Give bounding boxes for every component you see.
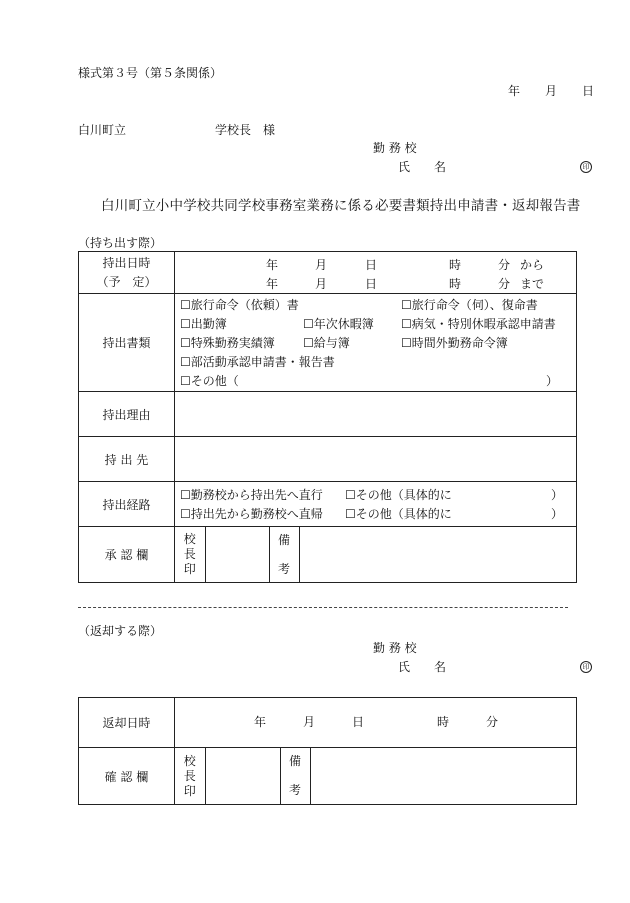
takeout-end-hour: 時 (449, 277, 462, 291)
route-checkbox-direct-to-destination[interactable]: ☐勤務校から持出先へ直行 (180, 488, 323, 502)
confirm-row (79, 748, 577, 805)
documents-row (79, 294, 577, 392)
takeout-start-day: 日 (365, 258, 378, 272)
takeout-start-month: 月 (315, 258, 328, 272)
addressee-principal: 学校長 様 (215, 123, 276, 137)
doc-checkbox-attendance-book[interactable]: ☐出勤簿 (180, 317, 227, 331)
approval-remarks-field[interactable] (299, 527, 576, 582)
doc-checkbox-travel-order-request[interactable]: ☐旅行命令（依頼）書 (180, 298, 299, 312)
return-school-label: 勤 務 校 (373, 641, 417, 655)
documents-cell (175, 294, 577, 392)
reason-field[interactable] (175, 392, 577, 437)
approval-remarks-label: 備 考 (269, 527, 299, 582)
approval-label: 承 認 欄 (79, 527, 175, 583)
approval-principal-seal-label: 校 長 印 (175, 527, 205, 582)
takeout-end-month: 月 (315, 277, 328, 291)
approval-principal-seal-box[interactable] (205, 527, 269, 582)
doc-other-close-paren: ） (546, 374, 559, 388)
confirm-remarks-field[interactable] (310, 748, 576, 804)
return-seal-icon: 印 (580, 661, 592, 673)
return-table (78, 697, 577, 805)
doc-checkbox-payroll[interactable]: ☐給与簿 (303, 336, 350, 350)
date-day-label: 日 (582, 84, 595, 98)
destination-row (79, 437, 577, 482)
takeout-datetime-cell[interactable] (175, 252, 577, 294)
takeout-end-minute: 分 (498, 277, 511, 291)
addressee-town: 白川町立 (78, 123, 127, 137)
form-number: 様式第３号（第５条関係） (78, 66, 223, 80)
confirm-subtable (175, 748, 576, 804)
return-datetime-label: 返却日時 (79, 698, 175, 748)
takeout-table (78, 251, 577, 583)
takeout-start-suffix: から (520, 258, 545, 272)
confirm-principal-seal-box[interactable] (205, 748, 280, 804)
route-other-2-close: ） (551, 507, 564, 521)
return-datetime-row (79, 698, 577, 748)
doc-checkbox-special-duty[interactable]: ☐特殊勤務実績簿 (180, 336, 275, 350)
route-other-1-close: ） (551, 488, 564, 502)
date-year-label: 年 (508, 84, 521, 98)
doc-checkbox-sick-special-leave[interactable]: ☐病気・特別休暇承認申請書 (401, 317, 556, 331)
reason-row (79, 392, 577, 437)
documents-label: 持出書類 (79, 294, 175, 392)
destination-field[interactable] (175, 437, 577, 482)
confirm-remarks-label: 備 考 (280, 748, 310, 804)
confirm-label: 確 認 欄 (79, 748, 175, 805)
approval-subtable (175, 527, 576, 582)
return-name-label: 氏 名 (398, 660, 447, 674)
route-row (79, 482, 577, 527)
seal-icon: 印 (580, 161, 592, 173)
return-datetime-cell[interactable] (175, 698, 577, 748)
route-checkbox-other-1[interactable]: ☐その他（具体的に (345, 488, 452, 502)
section-return-heading: （返却する際） (78, 624, 163, 638)
doc-checkbox-overtime-order[interactable]: ☐時間外勤務命令簿 (401, 336, 508, 350)
section-out-heading: （持ち出す際） (78, 236, 163, 250)
doc-checkbox-other[interactable]: ☐その他（ (180, 374, 239, 388)
takeout-datetime-label: 持出日時 (102, 255, 151, 270)
route-label: 持出経路 (79, 482, 175, 527)
takeout-end-suffix: まで (520, 277, 545, 291)
approval-row (79, 527, 577, 583)
takeout-end-day: 日 (365, 277, 378, 291)
takeout-datetime-row (79, 252, 577, 294)
takeout-start-hour: 時 (449, 258, 462, 272)
confirm-cell (175, 748, 577, 805)
name-label: 氏 名 (398, 160, 447, 174)
return-minute: 分 (486, 715, 499, 729)
document-title: 白川町立小中学校共同学校事務室業務に係る必要書類持出申請書・返却報告書 (101, 198, 581, 214)
return-year: 年 (254, 715, 267, 729)
takeout-start-minute: 分 (498, 258, 511, 272)
takeout-end-year: 年 (266, 277, 279, 291)
school-label: 勤 務 校 (373, 141, 417, 155)
approval-cell (175, 527, 577, 583)
reason-label: 持出理由 (79, 392, 175, 437)
takeout-datetime-label-cell (79, 252, 175, 294)
route-cell (175, 482, 577, 527)
takeout-start-year: 年 (266, 258, 279, 272)
route-checkbox-direct-return[interactable]: ☐持出先から勤務校へ直帰 (180, 507, 323, 521)
takeout-datetime-sublabel: （予 定） (96, 274, 157, 289)
date-month-label: 月 (545, 84, 558, 98)
cut-line (78, 607, 568, 608)
doc-checkbox-annual-leave[interactable]: ☐年次休暇簿 (303, 317, 374, 331)
doc-checkbox-club-activity[interactable]: ☐部活動承認申請書・報告書 (180, 355, 335, 369)
return-day: 日 (352, 715, 365, 729)
return-hour: 時 (437, 715, 450, 729)
destination-label: 持 出 先 (79, 437, 175, 482)
confirm-principal-seal-label: 校 長 印 (175, 748, 205, 804)
return-month: 月 (303, 715, 316, 729)
doc-checkbox-travel-order-report[interactable]: ☐旅行命令（伺）、復命書 (401, 298, 538, 312)
route-checkbox-other-2[interactable]: ☐その他（具体的に (345, 507, 452, 521)
